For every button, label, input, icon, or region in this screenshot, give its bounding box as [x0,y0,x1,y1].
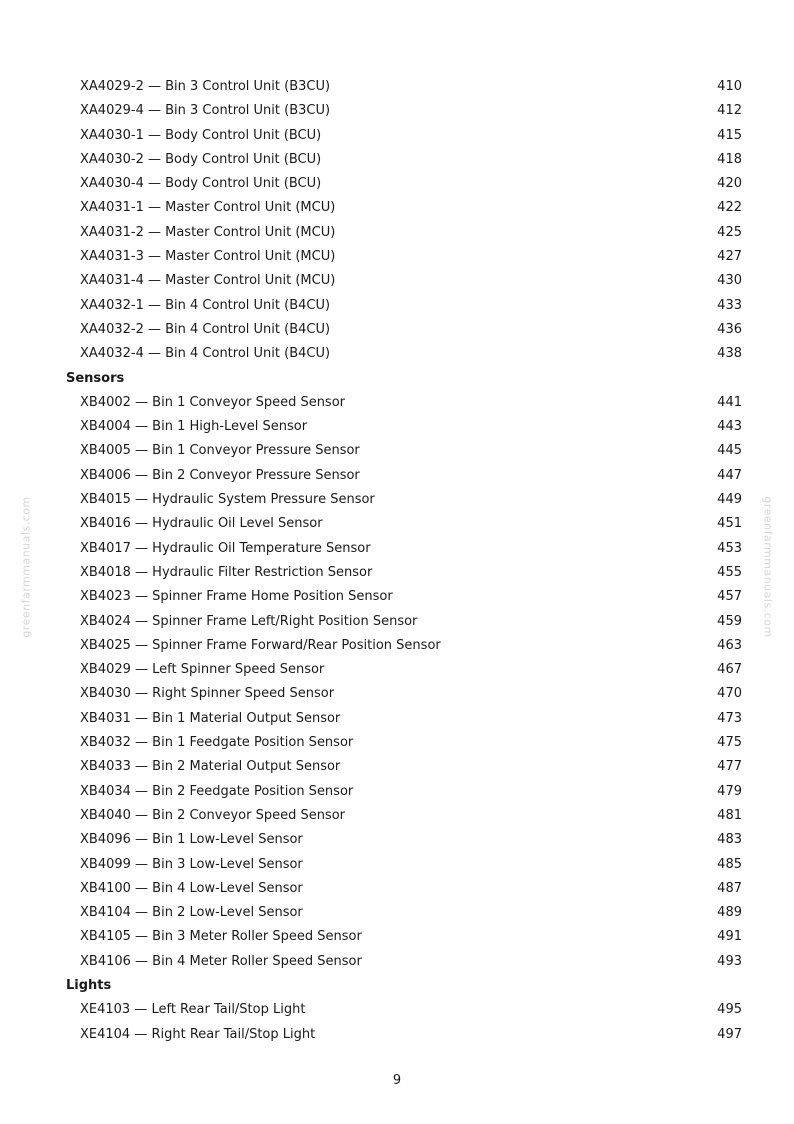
toc-entry-page-number: 427 [717,249,742,265]
toc-entry[interactable] [0,950,794,974]
toc-entry[interactable] [0,877,794,901]
toc-entry-title: XB4017 — Hydraulic Oil Temperature Sensor [80,540,371,556]
toc-entry[interactable] [0,342,794,366]
toc-entry-page-number: 457 [717,589,742,605]
toc-entry[interactable] [0,780,794,804]
toc-entry-title: XE4103 — Left Rear Tail/Stop Light [80,1002,306,1018]
toc-entry-title: XB4006 — Bin 2 Conveyor Pressure Sensor [80,467,360,483]
toc-entry-page-number: 451 [717,516,742,532]
toc-entry[interactable] [0,318,794,342]
toc-entry[interactable] [0,561,794,585]
toc-entry[interactable] [0,196,794,220]
toc-entry-page-number: 483 [717,832,742,848]
toc-entry-page-number: 412 [717,103,742,119]
toc-entry[interactable] [0,391,794,415]
toc-entry[interactable] [0,294,794,318]
toc-entry[interactable] [0,925,794,949]
toc-entry-page-number: 449 [717,492,742,508]
watermark-right: greenfarmmanuals.com [761,496,775,638]
toc-entry-title: XB4033 — Bin 2 Material Output Sensor [80,759,341,775]
toc-entry-page-number: 475 [717,735,742,751]
toc-entry-page-number: 430 [717,273,742,289]
toc-entry-title: XB4002 — Bin 1 Conveyor Speed Sensor [80,394,346,410]
toc-entry[interactable] [0,221,794,245]
toc-entry-page-number: 425 [717,224,742,240]
toc-entry[interactable] [0,512,794,536]
toc-entry-page-number: 491 [717,929,742,945]
page-number: 9 [392,1073,402,1088]
toc-entry-title: XB4096 — Bin 1 Low-Level Sensor [80,832,303,848]
toc-entry[interactable] [0,464,794,488]
toc-entry-page-number: 420 [717,176,742,192]
toc-entry[interactable] [0,634,794,658]
toc-entry[interactable] [0,439,794,463]
toc-entry[interactable] [0,853,794,877]
toc-entry-title: XE4104 — Right Rear Tail/Stop Light [80,1026,316,1042]
toc-entry-page-number: 443 [717,419,742,435]
toc-entry[interactable] [0,731,794,755]
toc-entry-page-number: 485 [717,856,742,872]
toc-entry[interactable] [0,124,794,148]
toc-entry-title: XB4024 — Spinner Frame Left/Right Position Sensor [80,613,418,629]
toc-entry-title: XA4031-2 — Master Control Unit (MCU) [80,224,336,240]
toc-entry-title: XB4030 — Right Spinner Speed Sensor [80,686,335,702]
toc-entry-title: XB4016 — Hydraulic Oil Level Sensor [80,516,323,532]
watermark-left: greenfarmmanuals.com [19,496,33,638]
toc-entry-title: XB4023 — Spinner Frame Home Position Sensor [80,589,393,605]
toc-entry[interactable] [0,245,794,269]
toc-entry[interactable] [0,901,794,925]
toc-entry-title: XA4030-1 — Body Control Unit (BCU) [80,127,322,143]
toc-entry-title: XB4104 — Bin 2 Low-Level Sensor [80,905,303,921]
toc-entry-title: XB4005 — Bin 1 Conveyor Pressure Sensor [80,443,360,459]
toc-entry-page-number: 489 [717,905,742,921]
toc-entry[interactable] [0,682,794,706]
section-title: Sensors [66,370,125,386]
toc-entry[interactable] [0,804,794,828]
toc-entry-page-number: 453 [717,540,742,556]
toc-entry-title: XA4029-2 — Bin 3 Control Unit (B3CU) [80,79,331,94]
toc-entry[interactable] [0,828,794,852]
toc-entry-page-number: 433 [717,297,742,313]
toc-entry[interactable] [0,99,794,123]
toc-entry-title: XB4106 — Bin 4 Meter Roller Speed Sensor [80,953,362,969]
toc-entry[interactable] [0,172,794,196]
toc-entry-title: XB4025 — Spinner Frame Forward/Rear Position Sensor [80,637,441,653]
toc-entry-page-number: 463 [717,637,742,653]
toc-entry-page-number: 497 [717,1026,742,1042]
toc-entry[interactable] [0,488,794,512]
toc-entry-title: XA4032-1 — Bin 4 Control Unit (B4CU) [80,297,331,313]
toc-entry-page-number: 418 [717,151,742,167]
toc-entry-page-number: 445 [717,443,742,459]
toc-entry-page-number: 459 [717,613,742,629]
toc-entry-title: XB4018 — Hydraulic Filter Restriction Sensor [80,564,373,580]
toc-entry[interactable] [0,585,794,609]
toc-entry-page-number: 473 [717,710,742,726]
toc-entry-page-number: 479 [717,783,742,799]
toc-entry-title: XA4031-4 — Master Control Unit (MCU) [80,273,336,289]
toc-entry[interactable] [0,1023,794,1047]
toc-entry-title: XB4040 — Bin 2 Conveyor Speed Sensor [80,807,346,823]
toc-entry[interactable] [0,707,794,731]
toc-entry-title: XA4029-4 — Bin 3 Control Unit (B3CU) [80,103,331,119]
toc-entry-title: XA4032-2 — Bin 4 Control Unit (B4CU) [80,321,331,337]
toc-entry-page-number: 438 [717,346,742,362]
toc-entry-page-number: 455 [717,564,742,580]
toc-entry-page-number: 481 [717,807,742,823]
toc-entry-title: XB4034 — Bin 2 Feedgate Position Sensor [80,783,354,799]
toc-entry[interactable] [0,148,794,172]
toc-entry-title: XA4030-2 — Body Control Unit (BCU) [80,151,322,167]
toc-entry-page-number: 470 [717,686,742,702]
toc-entry-title: XA4031-1 — Master Control Unit (MCU) [80,200,336,216]
toc-entry-title: XB4099 — Bin 3 Low-Level Sensor [80,856,303,872]
toc-entry[interactable] [0,537,794,561]
toc-entry-title: XB4105 — Bin 3 Meter Roller Speed Sensor [80,929,362,945]
toc-entry-page-number: 410 [717,79,742,94]
toc-entry[interactable] [0,75,794,99]
toc-entry-page-number: 436 [717,321,742,337]
toc-entry-page-number: 477 [717,759,742,775]
toc-entry-page-number: 487 [717,880,742,896]
toc-entry-page-number: 467 [717,662,742,678]
toc-entry-title: XB4032 — Bin 1 Feedgate Position Sensor [80,735,354,751]
toc-entry-page-number: 447 [717,467,742,483]
toc-entry-page-number: 422 [717,200,742,216]
toc-entry-title: XB4029 — Left Spinner Speed Sensor [80,662,325,678]
toc-entry-title: XB4031 — Bin 1 Material Output Sensor [80,710,341,726]
toc-entry[interactable] [0,658,794,682]
table-of-contents [0,75,794,1047]
toc-entry-page-number: 415 [717,127,742,143]
toc-entry-title: XA4032-4 — Bin 4 Control Unit (B4CU) [80,346,331,362]
toc-section-heading [0,367,794,391]
toc-entry[interactable] [0,998,794,1022]
toc-entry-page-number: 493 [717,953,742,969]
toc-entry[interactable] [0,415,794,439]
toc-entry-title: XB4100 — Bin 4 Low-Level Sensor [80,880,303,896]
toc-entry[interactable] [0,610,794,634]
toc-entry-page-number: 495 [717,1002,742,1018]
toc-section-heading [0,974,794,998]
toc-entry-title: XA4030-4 — Body Control Unit (BCU) [80,176,322,192]
toc-entry-title: XB4004 — Bin 1 High-Level Sensor [80,419,308,435]
toc-entry-page-number: 441 [717,394,742,410]
toc-entry-title: XA4031-3 — Master Control Unit (MCU) [80,249,336,265]
toc-entry[interactable] [0,755,794,779]
section-title: Lights [66,977,112,993]
toc-entry-title: XB4015 — Hydraulic System Pressure Sensor [80,492,375,508]
toc-entry[interactable] [0,269,794,293]
